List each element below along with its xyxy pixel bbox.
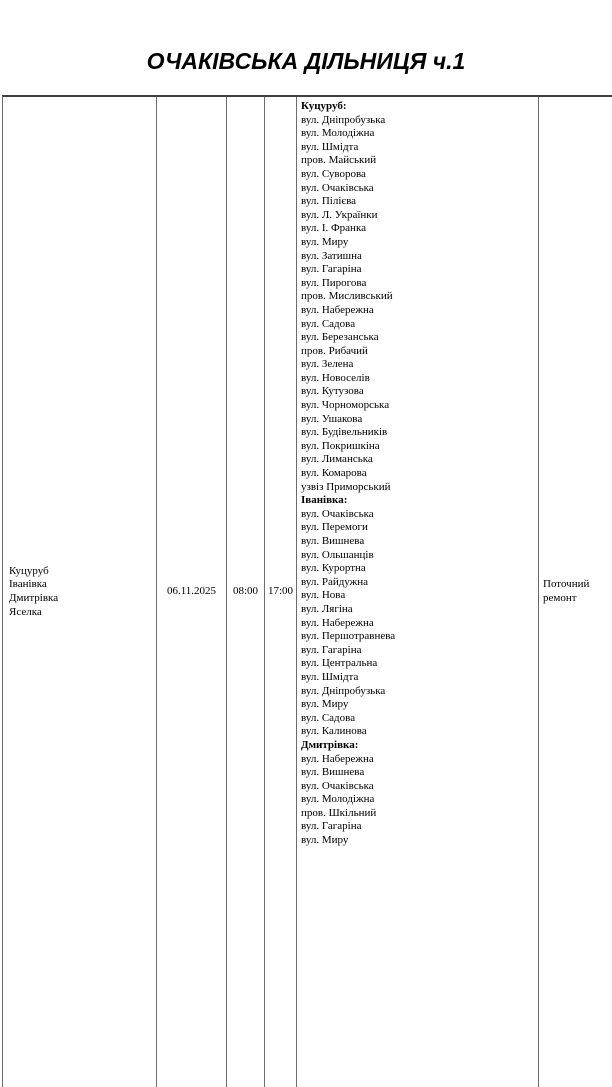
street-item: вул. Очаківська [301, 507, 374, 520]
street-item: вул. Шмідта [301, 140, 359, 153]
date-cell [157, 97, 227, 1087]
street-item: вул. Зелена [301, 358, 354, 371]
street-section-header: Куцуруб: [301, 100, 347, 112]
street-item: вул. Чорноморська [301, 399, 390, 412]
localities-cell [3, 97, 157, 1087]
end-time: 17:00 [267, 585, 294, 598]
street-item: вул. Набережна [301, 303, 374, 316]
street-item: вул. Набережна [301, 616, 374, 629]
street-item: вул. Будівельників [301, 426, 388, 439]
page-title: ОЧАКІВСЬКА ДІЛЬНИЦЯ ч.1 [146, 48, 466, 74]
street-item: вул. Гагаріна [301, 263, 362, 276]
locality-item: Куцуруб [9, 564, 49, 577]
street-item: вул. Суворова [301, 167, 366, 180]
street-item: вул. Ушакова [301, 412, 363, 425]
start-time-cell [227, 97, 265, 1087]
locality-item: Дмитрівка [9, 592, 59, 604]
street-item: вул. Центральна [301, 657, 378, 670]
street-item: пров. Рибачий [301, 344, 368, 357]
street-item: вул. І. Франка [301, 222, 367, 235]
street-item: пров. Мисливський [301, 290, 393, 303]
street-item: вул. Вишнева [301, 535, 365, 547]
street-section-header: Дмитрівка: [301, 738, 359, 751]
street-item: вул. Дніпробузька [301, 684, 386, 697]
street-item: вул. Дніпробузька [301, 113, 386, 126]
work-type: Поточний ремонт [543, 578, 590, 604]
street-item: вул. Затишна [301, 249, 362, 262]
street-item: вул. Гагаріна [301, 820, 362, 833]
street-item: вул. Вишнева [301, 766, 365, 779]
street-item: вул. Курортна [301, 562, 366, 575]
start-time: 08:00 [232, 585, 259, 598]
street-item: вул. Шмідта [301, 670, 359, 683]
street-item: вул. Кутузова [301, 385, 364, 398]
street-item: вул. Перемоги [301, 521, 368, 534]
street-item: вул. Набережна [301, 752, 374, 765]
outage-date: 06.11.2025 [166, 585, 217, 598]
street-item: вул. Гагаріна [301, 643, 362, 656]
street-item: вул. Покришкіна [301, 439, 380, 452]
street-item: вул. Садова [301, 711, 356, 724]
street-item: вул. Л. Українки [301, 208, 378, 221]
locality-item: Яселка [9, 605, 42, 618]
street-item: вул. Райдужна [301, 575, 369, 588]
street-item: вул. Пирогова [301, 276, 367, 289]
street-item: вул. Очаківська [301, 779, 374, 792]
street-item: вул. Першотравнева [301, 630, 396, 643]
street-item: вул. Новоселів [301, 371, 370, 384]
street-item: пров. Майський [301, 154, 377, 167]
streets-cell [297, 97, 539, 1087]
street-item: вул. Нова [301, 589, 346, 602]
street-item: узвіз Приморський [301, 480, 391, 493]
locality-item: Іванівка [9, 578, 47, 591]
street-item: пров. Шкільний [301, 806, 377, 819]
end-time-cell [265, 97, 297, 1087]
street-item: вул. Пілієва [301, 195, 357, 208]
street-item: вул. Калинова [301, 725, 367, 738]
street-item: вул. Молодіжна [301, 793, 375, 806]
street-item: вул. Миру [301, 235, 349, 248]
street-item: вул. Молодіжна [301, 127, 375, 140]
street-item: вул. Комарова [301, 467, 367, 480]
outage-schedule-table [2, 95, 612, 1087]
work-type-cell [539, 97, 612, 1087]
streets-list [301, 100, 534, 848]
street-item: вул. Очаківська [301, 181, 374, 194]
street-item: вул. Садова [301, 317, 356, 330]
street-item: вул. Миру [301, 834, 349, 847]
street-item: вул. Лягіна [301, 602, 353, 615]
street-section-header: Іванівка: [301, 494, 348, 507]
street-item: вул. Миру [301, 698, 349, 711]
street-item: вул. Лиманська [301, 453, 373, 466]
street-item: вул. Березанська [301, 331, 379, 344]
street-item: вул. Ольшанців [301, 548, 374, 561]
